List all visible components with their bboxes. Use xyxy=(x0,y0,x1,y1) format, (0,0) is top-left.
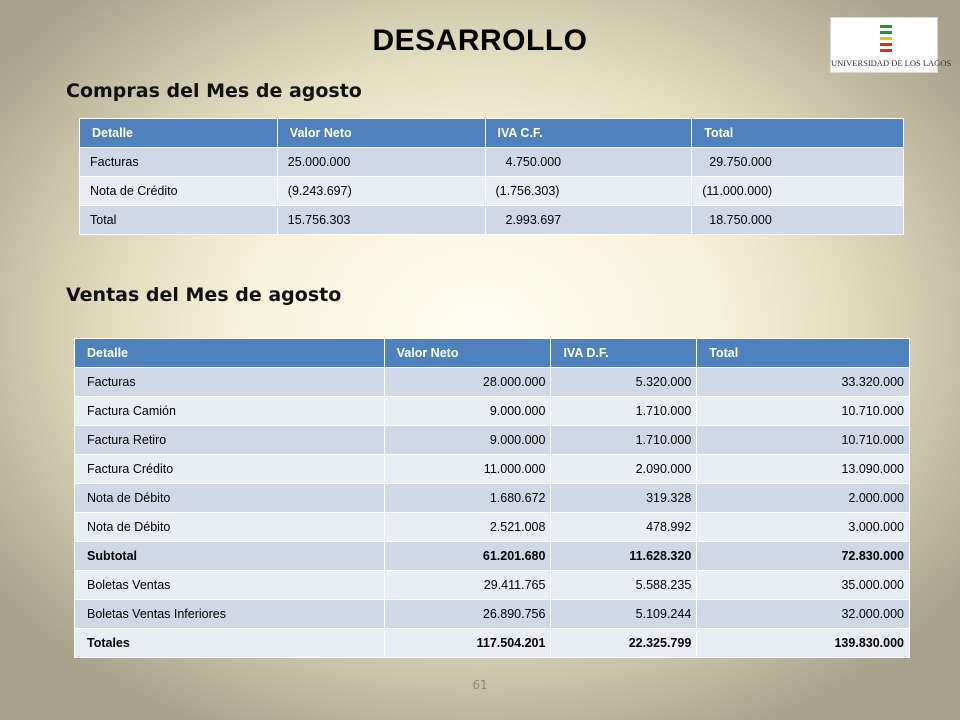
cell-detalle: Boletas Ventas xyxy=(75,571,385,600)
cell-iva: 5.588.235 xyxy=(551,571,697,600)
cell-total: 10.710.000 xyxy=(697,426,910,455)
cell-valor-neto: 28.000.000 xyxy=(384,368,551,397)
cell-iva: 478.992 xyxy=(551,513,697,542)
table-row xyxy=(80,177,904,206)
cell-total: 72.830.000 xyxy=(697,542,910,571)
cell-iva: 1.710.000 xyxy=(551,426,697,455)
subtotal-row xyxy=(75,542,910,571)
ventas-table xyxy=(74,338,910,658)
table-row xyxy=(75,368,910,397)
cell-detalle: Boletas Ventas Inferiores xyxy=(75,600,385,629)
cell-total: 139.830.000 xyxy=(697,629,910,658)
cell-iva: 2.090.000 xyxy=(551,455,697,484)
cell-total: (11.000.000) xyxy=(692,177,904,206)
column-header: Detalle xyxy=(75,339,385,368)
cell-valor-neto: 29.411.765 xyxy=(384,571,551,600)
column-header: Detalle xyxy=(80,119,278,148)
table-row xyxy=(75,455,910,484)
table-row xyxy=(75,397,910,426)
cell-total: 32.000.000 xyxy=(697,600,910,629)
table-row xyxy=(75,600,910,629)
compras-heading: Compras del Mes de agosto xyxy=(66,80,362,102)
ventas-heading: Ventas del Mes de agosto xyxy=(66,284,342,306)
cell-valor-neto: 9.000.000 xyxy=(384,397,551,426)
table-row xyxy=(75,513,910,542)
cell-valor-neto: 25.000.000 xyxy=(277,148,485,177)
cell-iva: 4.750.000 xyxy=(485,148,692,177)
totals-row xyxy=(75,629,910,658)
cell-detalle: Nota de Crédito xyxy=(80,177,278,206)
table-row xyxy=(80,206,904,235)
table-row xyxy=(80,148,904,177)
cell-valor-neto: 1.680.672 xyxy=(384,484,551,513)
cell-valor-neto: 26.890.756 xyxy=(384,600,551,629)
cell-total: 2.000.000 xyxy=(697,484,910,513)
university-logo xyxy=(830,17,952,73)
cell-iva: 2.993.697 xyxy=(485,206,692,235)
column-header: IVA C.F. xyxy=(485,119,692,148)
cell-valor-neto: 9.000.000 xyxy=(384,426,551,455)
cell-total: 13.090.000 xyxy=(697,455,910,484)
cell-total: 10.710.000 xyxy=(697,397,910,426)
logo-text: UNIVERSIDAD DE LOS LAGOS xyxy=(831,58,952,68)
logo-emblem-icon xyxy=(878,23,894,53)
cell-valor-neto: 2.521.008 xyxy=(384,513,551,542)
column-header: Valor Neto xyxy=(384,339,551,368)
cell-iva: (1.756.303) xyxy=(485,177,692,206)
cell-total: 3.000.000 xyxy=(697,513,910,542)
column-header: IVA D.F. xyxy=(551,339,697,368)
cell-detalle: Nota de Débito xyxy=(75,513,385,542)
table-header-row xyxy=(75,339,910,368)
cell-detalle: Facturas xyxy=(80,148,278,177)
cell-detalle: Factura Retiro xyxy=(75,426,385,455)
cell-valor-neto: (9.243.697) xyxy=(277,177,485,206)
cell-iva: 11.628.320 xyxy=(551,542,697,571)
cell-detalle: Factura Crédito xyxy=(75,455,385,484)
table-header-row xyxy=(80,119,904,148)
cell-detalle: Facturas xyxy=(75,368,385,397)
column-header: Total xyxy=(697,339,910,368)
table-row xyxy=(75,484,910,513)
cell-detalle: Factura Camión xyxy=(75,397,385,426)
column-header: Valor Neto xyxy=(277,119,485,148)
column-header: Total xyxy=(692,119,904,148)
table-row xyxy=(75,571,910,600)
cell-valor-neto: 61.201.680 xyxy=(384,542,551,571)
cell-total: 18.750.000 xyxy=(692,206,904,235)
cell-valor-neto: 11.000.000 xyxy=(384,455,551,484)
page-number: 61 xyxy=(472,678,488,692)
cell-iva: 22.325.799 xyxy=(551,629,697,658)
table-row xyxy=(75,426,910,455)
cell-valor-neto: 117.504.201 xyxy=(384,629,551,658)
slide-title: DESARROLLO xyxy=(372,24,588,57)
cell-detalle: Subtotal xyxy=(75,542,385,571)
cell-total: 35.000.000 xyxy=(697,571,910,600)
cell-detalle: Nota de Débito xyxy=(75,484,385,513)
cell-iva: 319.328 xyxy=(551,484,697,513)
cell-total: 33.320.000 xyxy=(697,368,910,397)
cell-iva: 5.109.244 xyxy=(551,600,697,629)
compras-table xyxy=(79,118,904,235)
cell-iva: 1.710.000 xyxy=(551,397,697,426)
cell-iva: 5.320.000 xyxy=(551,368,697,397)
cell-detalle: Total xyxy=(80,206,278,235)
cell-detalle: Totales xyxy=(75,629,385,658)
cell-total: 29.750.000 xyxy=(692,148,904,177)
cell-valor-neto: 15.756.303 xyxy=(277,206,485,235)
